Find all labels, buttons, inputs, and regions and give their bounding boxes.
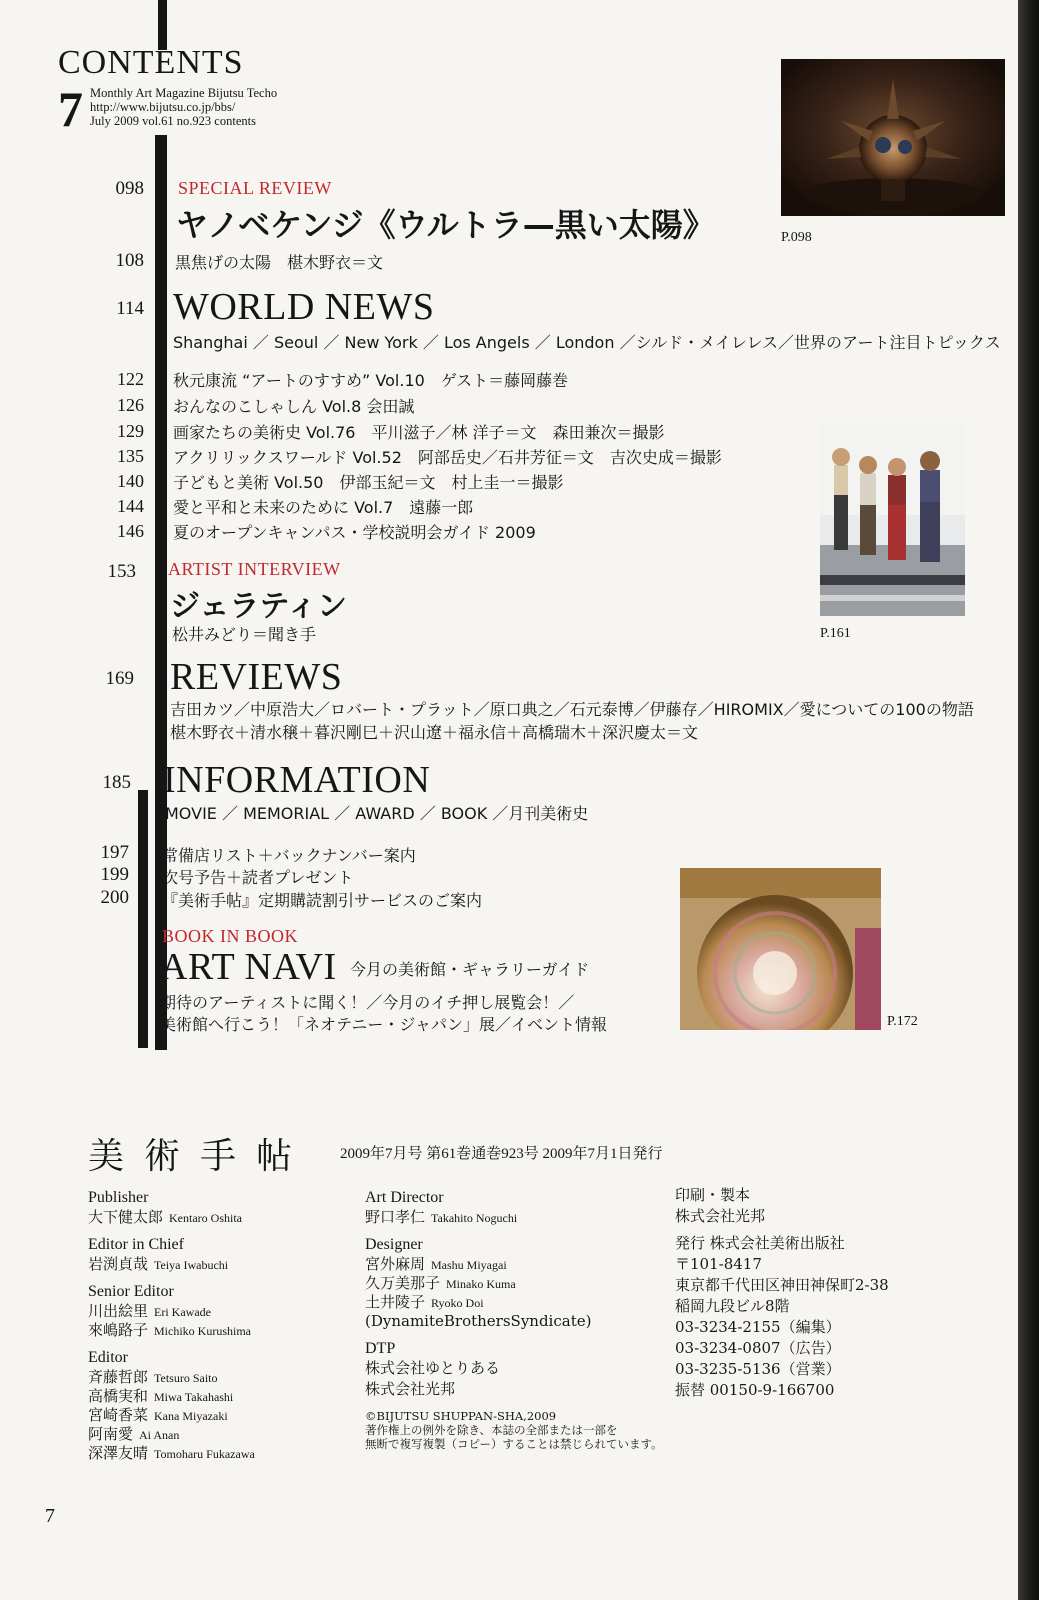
reviews-line1: 吉田カツ／中原浩大／ロバート・プラット／原口典之／石元泰博／伊藤存／HIROMIX／愛についての100の物語 <box>170 700 974 719</box>
page-number: 126 <box>117 395 144 415</box>
reviews-title[interactable]: REVIEWS <box>170 656 343 698</box>
page-number-information: 185 <box>102 772 131 793</box>
toc-item[interactable]: 愛と平和と未来のために Vol.7 遠藤一郎 <box>173 498 474 517</box>
issue-line: July 2009 vol.61 no.923 contents <box>90 114 256 128</box>
art-navi-line1: 期待のアーティストに聞く！／今月のイチ押し展覧会！／ <box>160 993 575 1012</box>
publisher-line: 03-3234-0807（広告） <box>675 1339 841 1357</box>
credit-name: 土井陵子 Ryoko Doi <box>365 1293 484 1311</box>
issue-number: 7 <box>58 81 83 137</box>
reviews-line2: 椹木野衣＋清水穣＋暮沢剛巳＋沢山遼＋福永信＋高橋瑞木＋深沢慶太＝文 <box>170 723 699 742</box>
publisher-line: 東京都千代田区神田神保町2-38 <box>675 1276 889 1294</box>
credit-role: DTP <box>365 1340 396 1357</box>
credit-name: 宮崎香菜 Kana Miyazaki <box>88 1406 228 1424</box>
credit-name: 川出絵里 Eri Kawade <box>88 1302 211 1320</box>
credit-role: Senior Editor <box>88 1283 174 1300</box>
copyright-line: 無断で複写複製（コピー）することは禁じられています。 <box>365 1437 663 1451</box>
credit-name: 大下健太郎 Kentaro Oshita <box>88 1208 242 1226</box>
photo-caption: P.098 <box>781 230 812 245</box>
folio-page-number: 7 <box>45 1505 55 1527</box>
credit-role: 印刷・製本 <box>675 1186 751 1204</box>
toc-item[interactable]: 子どもと美術 Vol.50 伊部玉紀＝文 村上圭一＝撮影 <box>173 473 564 492</box>
page-number: 199 <box>100 864 129 885</box>
information-sub: MOVIE ／ MEMORIAL ／ AWARD ／ BOOK ／月刊美術史 <box>165 804 589 823</box>
page-number: 140 <box>117 471 144 491</box>
credit-name: 深澤友晴 Tomoharu Fukazawa <box>88 1444 255 1462</box>
masthead-issue: 2009年7月号 第61巻通巻923号 2009年7月1日発行 <box>340 1146 663 1162</box>
page-number-special-review: 098 <box>115 178 144 199</box>
credit-group: (DynamiteBrothersSyndicate) <box>365 1312 592 1330</box>
special-review-title[interactable]: ヤノベケンジ《ウルトラ—黒い太陽》 <box>176 206 715 244</box>
credit-company: 株式会社ゆとりある <box>365 1359 501 1377</box>
credit-senior-editor <box>88 1284 255 1338</box>
credit-company: 株式会社光邦 <box>675 1207 766 1225</box>
art-navi-tagline: 今月の美術館・ギャラリーガイド <box>350 960 590 979</box>
credit-role: Editor in Chief <box>88 1236 184 1253</box>
page-title: CONTENTS <box>58 44 244 81</box>
credits-column-1 <box>88 1190 255 1473</box>
credit-editor-in-chief <box>88 1237 255 1272</box>
credit-role: Art Director <box>365 1189 444 1206</box>
publisher-line: 03-3235-5136（営業） <box>675 1360 841 1378</box>
page-number-world-news: 114 <box>116 298 144 319</box>
toc-item[interactable]: 画家たちの美術史 Vol.76 平川滋子／林 洋子＝文 森田兼次＝撮影 <box>173 423 665 442</box>
toc-item[interactable]: おんなのこしゃしん Vol.8 会田誠 <box>173 397 415 416</box>
artist-interview-sub: 松井みどり＝聞き手 <box>172 625 317 644</box>
page-number: 200 <box>100 887 129 908</box>
page-number: 146 <box>117 521 144 541</box>
toc-item[interactable]: 黒焦げの太陽 椹木野衣＝文 <box>175 253 384 272</box>
magazine-masthead: 美術手帖 <box>88 1136 313 1176</box>
photo-gelatin-group <box>820 425 965 616</box>
credit-name: 高橋実和 Miwa Takahashi <box>88 1387 234 1405</box>
credit-printing <box>675 1188 889 1224</box>
black-rule-lower <box>138 790 148 1048</box>
issue-info <box>90 86 277 128</box>
section-label-artist-interview: ARTIST INTERVIEW <box>168 559 341 579</box>
credit-name: 斉藤哲郎 Tetsuro Saito <box>88 1368 218 1386</box>
credits-column-2 <box>365 1190 663 1451</box>
page-number: 108 <box>115 250 144 271</box>
credits-column-3 <box>675 1188 889 1404</box>
black-rule-top <box>158 0 167 50</box>
credit-publisher <box>88 1190 255 1225</box>
credit-company: 株式会社光邦 <box>365 1380 456 1398</box>
section-label-special-review: SPECIAL REVIEW <box>178 178 332 198</box>
publisher-line: 稲岡九段ビル8階 <box>675 1297 790 1315</box>
credit-dtp <box>365 1341 663 1397</box>
magazine-url[interactable]: http://www.bijutsu.co.jp/bbs/ <box>90 100 236 114</box>
photo-caption: P.172 <box>887 1014 918 1029</box>
page-number: 129 <box>117 421 144 441</box>
credit-role: Publisher <box>88 1189 149 1206</box>
toc-item[interactable]: 常備店リスト＋バックナンバー案内 <box>162 846 416 865</box>
world-news-cities: Shanghai ／ Seoul ／ New York ／ Los Angels ／ London ／シルド・メイレレス／世界のアート注目トピックス <box>173 333 1001 352</box>
section-label-book-in-book: BOOK IN BOOK <box>162 926 298 946</box>
photo-caption: P.161 <box>820 626 851 641</box>
publisher-line: 発行 株式会社美術出版社 <box>675 1234 845 1252</box>
toc-item[interactable]: 『美術手帖』定期購読割引サービスのご案内 <box>162 891 483 910</box>
credit-editor <box>88 1350 255 1461</box>
publisher-info <box>675 1236 889 1398</box>
photo-artwork-painting <box>680 868 881 1030</box>
photo-yanobe-sculpture <box>781 59 1005 216</box>
copyright-line: 著作権上の例外を除き、本誌の全部または一部を <box>365 1423 618 1437</box>
art-navi-title[interactable]: ART NAVI <box>160 946 337 988</box>
credit-name: 久万美那子 Minako Kuma <box>365 1274 516 1292</box>
toc-item[interactable]: 夏のオープンキャンパス・学校説明会ガイド 2009 <box>173 523 536 542</box>
credit-name: 野口孝仁 Takahito Noguchi <box>365 1208 518 1226</box>
credit-name: 阿南愛 Ai Anan <box>88 1425 180 1443</box>
page-number-artist-interview: 153 <box>107 561 136 582</box>
publisher-line: 03-3234-2155（編集） <box>675 1318 841 1336</box>
page-number: 197 <box>100 842 129 863</box>
toc-item[interactable]: アクリリックスワールド Vol.52 阿部岳史／石井芳征＝文 吉次史成＝撮影 <box>173 448 722 467</box>
credit-name: 宮外麻周 Mashu Miyagai <box>365 1255 507 1273</box>
page-number: 144 <box>117 496 144 516</box>
publisher-line: 〒101-8417 <box>675 1255 762 1273</box>
world-news-title[interactable]: WORLD NEWS <box>173 286 435 328</box>
art-navi-line2: 美術館へ行こう！「ネオテニー・ジャパン」展／イベント情報 <box>160 1015 608 1034</box>
copyright-notice <box>365 1409 663 1451</box>
copyright-line: ©BIJUTSU SHUPPAN-SHA,2009 <box>365 1409 557 1423</box>
page-number-reviews: 169 <box>105 668 134 689</box>
black-rule <box>155 135 167 1050</box>
information-title[interactable]: INFORMATION <box>163 759 431 801</box>
credit-role: Designer <box>365 1236 423 1253</box>
credit-designer <box>365 1237 663 1329</box>
credit-name: 來嶋路子 Michiko Kurushima <box>88 1321 252 1339</box>
credit-role: Editor <box>88 1349 128 1366</box>
page-number: 135 <box>117 446 144 466</box>
publisher-line: 振替 00150-9-166700 <box>675 1381 835 1399</box>
toc-item[interactable]: 次号予告＋読者プレゼント <box>162 868 354 887</box>
credit-art-director <box>365 1190 663 1225</box>
page-number: 122 <box>117 369 144 389</box>
artist-interview-title[interactable]: ジェラティン <box>170 589 347 624</box>
credit-name: 岩渕貞哉 Teiya Iwabuchi <box>88 1255 229 1273</box>
scan-edge <box>1018 0 1039 1600</box>
magazine-name: Monthly Art Magazine Bijutsu Techo <box>90 86 278 100</box>
toc-item[interactable]: 秋元康流 “アートのすすめ” Vol.10 ゲスト＝藤岡藤巻 <box>173 371 569 390</box>
